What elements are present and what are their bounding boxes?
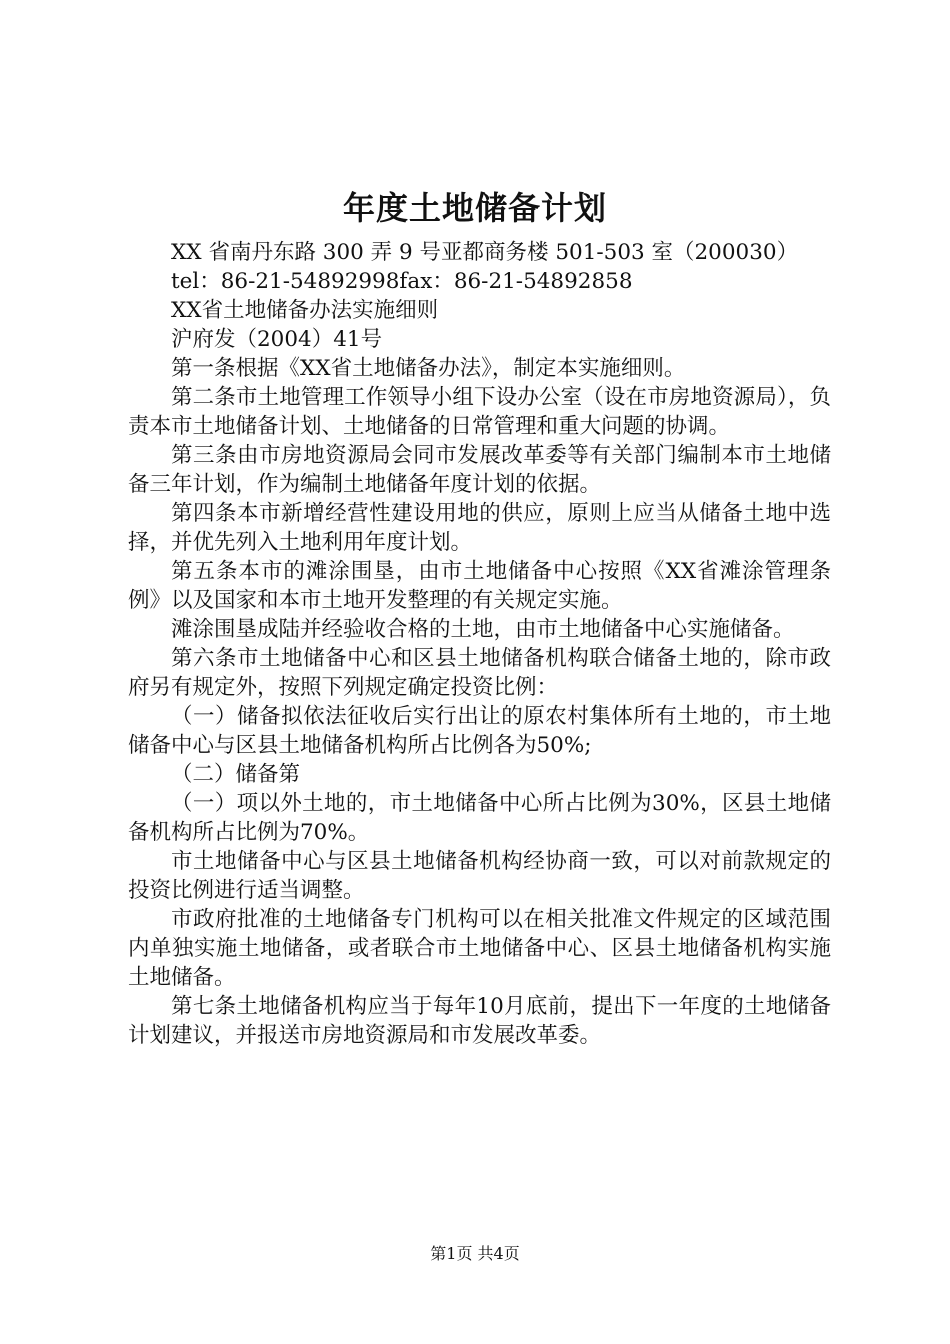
document-body <box>128 238 831 1050</box>
article-2-paragraph: 第二条市土地管理工作领导小组下设办公室（设在市房地资源局），负责本市土地储备计划、土地储备的日常管理和重大问题的协调。 <box>128 385 831 439</box>
contact-paragraph: tel：86-21-54892998fax：86-21-54892858 <box>171 269 633 294</box>
document-title: 年度土地储备计划 <box>342 189 607 227</box>
article-3-paragraph: 第三条由市房地资源局会同市发展改革委等有关部门编制本市土地储备三年计划，作为编制土地储备年度计划的依据。 <box>128 443 831 497</box>
article-6-item-2-continued: （一）项以外土地的，市土地储备中心所占比例为30%，区县土地储备机构所占比例为70%。 <box>128 791 831 845</box>
article-4-paragraph: 第四条本市新增经营性建设用地的供应，原则上应当从储备土地中选择，并优先列入土地利用年度计划。 <box>128 501 831 555</box>
article-6-paragraph: 第六条市土地储备中心和区县土地储备机构联合储备土地的，除市政府另有规定外，按照下列规定确定投资比例： <box>128 646 831 700</box>
article-6-item-2: （二）储备第 <box>171 762 301 787</box>
article-5-subparagraph: 滩涂围垦成陆并经验收合格的土地，由市土地储备中心实施储备。 <box>171 617 795 642</box>
article-6-item-1: （一）储备拟依法征收后实行出让的原农村集体所有土地的，市土地储备中心与区县土地储备机构所占比例各为50%; <box>128 704 831 758</box>
article-6-adjustment-paragraph: 市土地储备中心与区县土地储备机构经协商一致，可以对前款规定的投资比例进行适当调整。 <box>128 849 831 903</box>
article-6-special-agency-paragraph: 市政府批准的土地储备专门机构可以在相关批准文件规定的区域范围内单独实施土地储备，或者联合市土地储备中心、区县土地储备机构实施土地储备。 <box>128 907 831 990</box>
article-5-paragraph: 第五条本市的滩涂围垦，由市土地储备中心按照《XX省滩涂管理条例》以及国家和本市土地开发整理的有关规定实施。 <box>128 559 831 613</box>
article-7-paragraph: 第七条土地储备机构应当于每年10月底前，提出下一年度的土地储备计划建议，并报送市房地资源局和市发展改革委。 <box>128 994 831 1048</box>
subtitle-paragraph: XX省土地储备办法实施细则 <box>171 298 439 323</box>
address-paragraph: XX 省南丹东路 300 弄 9 号亚都商务楼 501-503 室（200030） <box>171 240 799 265</box>
page-number: 第1页 共4页 <box>430 1244 520 1263</box>
document-number-paragraph: 沪府发（2004）41号 <box>171 327 383 352</box>
article-1-paragraph: 第一条根据《XX省土地储备办法》，制定本实施细则。 <box>171 356 686 381</box>
